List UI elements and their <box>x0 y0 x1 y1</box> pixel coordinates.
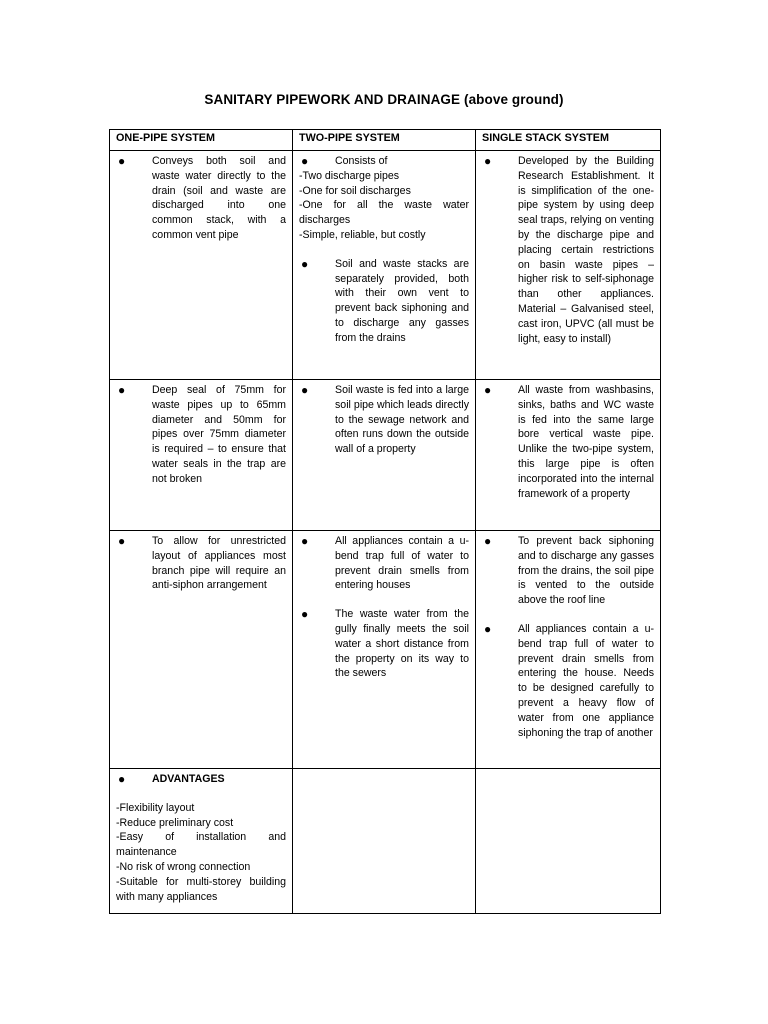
cell-text: To prevent back siphoning and to discharge any gasses from the drains, the soil pipe is vented to the outside above the roof line <box>518 535 654 607</box>
list-item: -Simple, reliable, but costly <box>299 228 426 241</box>
list-item: -One for all the waste water discharges <box>299 199 469 227</box>
bullet-icon: ● <box>484 154 492 168</box>
table-row <box>110 151 661 380</box>
cell-text: Soil waste is fed into a large soil pipe which leads directly to the sewage network and often runs down the outside wall of a property <box>335 384 469 456</box>
list-item: -Easy of installation and maintenance <box>116 831 286 859</box>
cell-text: Consists of <box>335 155 388 167</box>
bullet-icon: ● <box>118 383 126 397</box>
list-item: -Two discharge pipes <box>299 169 400 182</box>
cell-single-stack <box>476 151 661 380</box>
cell-two-pipe <box>293 769 476 914</box>
cell-single-stack <box>476 380 661 531</box>
cell-text: Deep seal of 75mm for waste pipes up to 65mm diameter and 50mm for pipes over 75mm diameter is required – to ensure that water seals in the trap are not broken <box>152 384 286 485</box>
cell-single-stack <box>476 531 661 769</box>
list-item: -One for soil discharges <box>299 184 411 197</box>
cell-text: Developed by the Building Research Establishment. It is simplification of the one-pipe system by using deep seal traps, relying on venting by the discharge pipe and placing certain restrictions on basin waste pipes – higher risk to self-siphonage than other appliances. Material – Galvanised steel, cast iron, UPVC (all must be light, easy to install) <box>518 155 654 345</box>
page-title: SANITARY PIPEWORK AND DRAINAGE (above ground) <box>204 92 564 107</box>
cell-single-stack <box>476 769 661 914</box>
bullet-icon: ● <box>301 607 309 622</box>
column-header-single-stack: SINGLE STACK SYSTEM <box>476 130 661 151</box>
cell-text: All appliances contain a u-bend trap full of water to prevent drain smells from entering houses <box>335 535 469 592</box>
bullet-icon: ● <box>118 154 126 168</box>
cell-one-pipe <box>110 380 293 531</box>
cell-text: The waste water from the gully finally meets the soil water a short distance from the property on its way to the sewers <box>335 608 469 680</box>
bullet-icon: ● <box>484 383 492 397</box>
table-row <box>110 531 661 769</box>
cell-one-pipe <box>110 151 293 380</box>
cell-one-pipe <box>110 531 293 769</box>
cell-text: All waste from washbasins, sinks, baths and WC waste is fed into the same large bore vertical waste pipe. Unlike the two-pipe system, this large pipe is often incorporated into the internal framework of a property <box>518 384 654 500</box>
bullet-icon: ● <box>301 154 309 168</box>
bullet-icon: ● <box>484 621 492 636</box>
list-item: -No risk of wrong connection <box>116 860 251 873</box>
bullet-icon: ● <box>301 534 309 548</box>
table-row <box>110 769 661 914</box>
comparison-table <box>109 129 661 914</box>
cell-text: Soil and waste stacks are separately provided, both with their own vent to prevent back siphoning and to discharge any gasses from the drains <box>335 257 469 344</box>
bullet-icon: ● <box>301 256 309 271</box>
cell-text: To allow for unrestricted layout of appliances most branch pipe will require an anti-siphon arrangement <box>152 535 286 592</box>
cell-two-pipe <box>293 531 476 769</box>
column-header-one-pipe: ONE-PIPE SYSTEM <box>110 130 293 151</box>
column-header-two-pipe: TWO-PIPE SYSTEM <box>293 130 476 151</box>
bullet-icon: ● <box>301 383 309 397</box>
list-item: -Reduce preliminary cost <box>116 816 234 829</box>
cell-text: All appliances contain a u-bend trap full of water to prevent drain smells from entering the house. Needs to be designed carefully to prevent a heavy flow of water from one appliance siphoning the trap of another <box>518 622 654 739</box>
advantages-heading: ADVANTAGES <box>152 773 225 785</box>
table-row <box>110 380 661 531</box>
list-item: -Suitable for multi-storey building with many appliances <box>116 875 286 903</box>
header-row <box>110 130 661 151</box>
cell-two-pipe <box>293 151 476 380</box>
list-item: -Flexibility layout <box>116 801 195 814</box>
bullet-icon: ● <box>118 772 126 786</box>
cell-text: Conveys both soil and waste water directly to the drain (soil and waste are discharged into one common stack, with a common vent pipe <box>152 155 286 241</box>
bullet-icon: ● <box>484 534 492 548</box>
bullet-icon: ● <box>118 534 126 548</box>
cell-one-pipe <box>110 769 293 914</box>
cell-two-pipe <box>293 380 476 531</box>
